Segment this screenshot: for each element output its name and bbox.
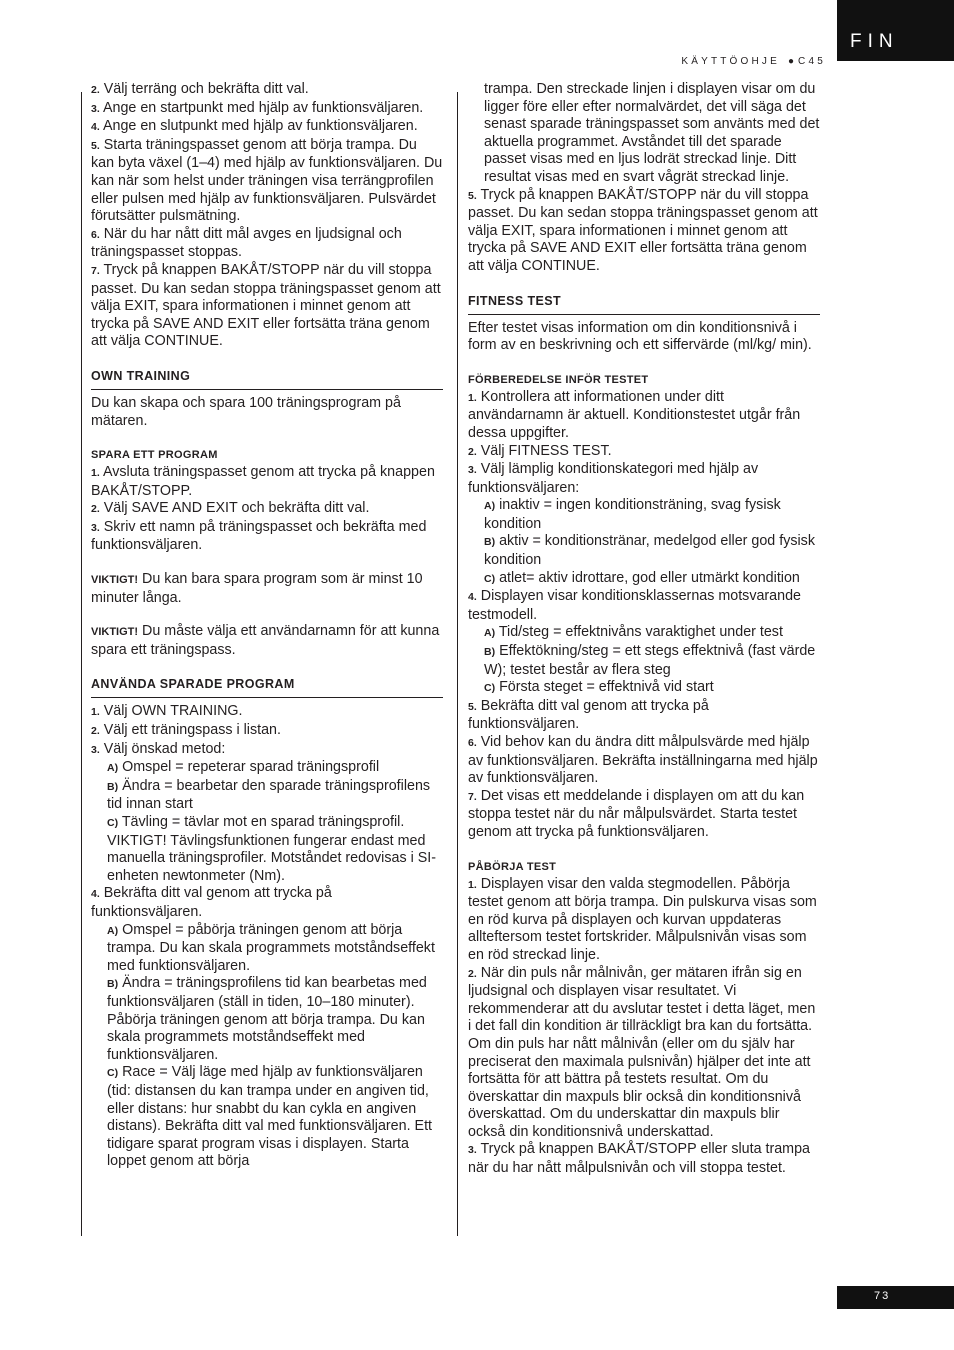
list-item: 1. Avsluta träningspasset genom att trycka på knappen BAKÅT/STOPP. (91, 464, 435, 499)
sub-option: B) Ändra = träningsprofilens tid kan bearbetas med funktionsväljaren (ställ in tiden, 10–180 minuter). Påbörja träningen genom att börja trampa. Du kan skala programmets motståndseffekt med funktionsväljaren. (107, 975, 427, 1063)
language-tab (837, 0, 954, 61)
sub-option: B) Ändra = bearbetar den sparade träningsprofilens tid innan start (107, 777, 431, 813)
list-item: 5. Bekräfta ditt val genom att trycka på funktionsväljaren. (468, 697, 709, 733)
list-item: 3. Välj önskad metod: (91, 740, 226, 757)
list-item: 3. Tryck på knappen BAKÅT/STOPP eller sluta trampa när du har nått målpulsnivån och vill stoppa testet. (468, 1141, 810, 1177)
subheading-forberedelse: FÖRBEREDELSE INFÖR TESTET (468, 373, 649, 386)
list-item: 7. Det visas ett meddelande i displayen om att du kan stoppa testet när du når målpulsvärdet. Starta testet genom att trycka på funktionsväljaren. (468, 787, 805, 840)
right-column (468, 81, 820, 1178)
subheading-spara: SPARA ETT PROGRAM (91, 449, 218, 462)
list-item: 4. Displayen visar konditionsklassernas motsvarande testmodell. (468, 588, 801, 623)
list-item: 1. Välj OWN TRAINING. (91, 703, 243, 720)
sub-option: A) inaktiv = ingen konditionsträning, svag fysisk kondition (484, 497, 781, 532)
list-item: 1. Kontrollera att informationen under ditt användarnamn är aktuell. Konditionstestet utgår från dessa uppgifter. (468, 388, 801, 441)
running-header (681, 55, 826, 69)
list-item: 6. När du har nått ditt mål avges en ljudsignal och träningspasset stoppas. (91, 225, 402, 261)
list-item: 4. Ange en slutpunkt med hjälp av funktionsväljaren. (91, 118, 418, 135)
list-item: 1. Displayen visar den valda stegmodellen. Påbörja testet genom att börja trampa. Din pulskurva visas som en röd kurva på displayen och kurvan uppdateras allteftersom testet fortskrider. Målpulsnivån visas som en röd streckad linje. (468, 875, 817, 963)
sub-option: C) Race = Välj läge med hjälp av funktionsväljaren (tid: distansen du kan trampa under en angiven tid, eller distans: hur snabbt du kan cykla en angiven distans). Bekräfta ditt val med funktionsväljaren. Ett tidigare sparat program visas i displayen. Starta loppet genom att börja (107, 1064, 433, 1170)
section-intro: Du kan skapa och spara 100 träningsprogram på mätaren. (91, 394, 401, 429)
subheading-paborja: PÅBÖRJA TEST (468, 860, 557, 873)
sub-option: A) Omspel = repeterar sparad träningsprofil (107, 759, 380, 776)
list-item: 4. Bekräfta ditt val genom att trycka på funktionsväljaren. (91, 885, 332, 920)
model-name: C45 (798, 56, 826, 67)
list-item: 2. Välj SAVE AND EXIT och bekräfta ditt val. (91, 500, 370, 517)
section-heading-anvanda: ANVÄNDA SPARADE PROGRAM (91, 676, 443, 698)
list-item: 2. När din puls når målnivån, ger mätaren ifrån sig en ljudsignal och displayen visar resultatet. Vi rekommenderar att du avslutar testet i detta läget, men i det fall din kondition är tillräckligt bra kan du fortsätta. Om din puls har nått målnivån (eller om du själv har preciserat den maximala pulsnivån) hjälper det inte att fortsätta för att bättra på testets resultat. Om du överskattar din maxpuls blir också din konditionsnivå överskattad. Om du underskattar din maxpuls blir också din konditionsnivå underskattad. (468, 964, 816, 1140)
warning-note: VIKTIGT! Du måste välja ett användarnamn för att kunna spara ett träningspass. (91, 623, 440, 658)
left-column (91, 81, 443, 1171)
list-item: 5. Starta träningspasset genom att börja trampa. Du kan byta växel (1–4) med hjälp av funktionsväljaren. Du kan när som helst under träningen visa terrängprofilen eller pulsen med hjälp av funktionsväljaren. Pulsvärdet förutsätter pulsmätning. (91, 136, 443, 225)
list-item: 5. Tryck på knappen BAKÅT/STOPP när du vill stoppa passet. Du kan sedan stoppa träningspasset genom att välja EXIT, spara informationen i minnet genom att trycka på SAVE AND EXIT eller fortsätta träna genom att välja CONTINUE. (468, 186, 818, 274)
list-item: 2. Välj terräng och bekräfta ditt val. (91, 81, 309, 97)
language-code: FIN (850, 31, 899, 52)
sub-option: B) Effektökning/steg = ett stegs effektnivå (fast värde W); testet består av flera steg (484, 643, 816, 678)
sub-option: C) atlet= aktiv idrottare, god eller utmärkt kondition (484, 569, 800, 586)
right-column-rule (457, 92, 458, 1236)
sub-option: B) aktiv = konditionstränar, medelgod eller god fysisk kondition (484, 533, 815, 569)
list-item: 3. Skriv ett namn på träningspasset och bekräfta med funktionsväljaren. (91, 518, 427, 554)
page-number: 73 (874, 1290, 891, 1302)
sub-option: A) Tid/steg = effektnivåns varaktighet under test (484, 624, 783, 641)
list-item: 2. Välj FITNESS TEST. (468, 442, 612, 459)
left-column-rule (81, 92, 82, 1236)
list-item: 3. Välj lämplig konditionskategori med hjälp av funktionsväljaren: (468, 461, 759, 496)
warning-note: VIKTIGT! Du kan bara spara program som är minst 10 minuter långa. (91, 571, 423, 606)
list-item: 6. Vid behov kan du ändra ditt målpulsvärde med hjälp av funktionsväljaren. Bekräfta inställningarna med hjälp av funktionsväljaren. (468, 734, 818, 787)
page-number-box (837, 1286, 954, 1309)
section-heading-own-training: OWN TRAINING (91, 368, 443, 390)
list-item: 3. Ange en startpunkt med hjälp av funktionsväljaren. (91, 99, 424, 116)
list-item: 2. Välj ett träningspass i listan. (91, 722, 281, 739)
document-title: KÄYTTÖOHJE (681, 56, 781, 67)
section-intro: Efter testet visas information om din konditionsnivå i form av en beskrivning och ett siffervärde (ml/kg/ min). (468, 319, 812, 354)
sub-option: A) Omspel = påbörja träningen genom att börja trampa. Du kan skala programmets motståndseffekt med funktionsväljaren. (107, 921, 435, 974)
sub-option: C) Tävling = tävlar mot en sparad träningsprofil. VIKTIGT! Tävlingsfunktionen fungerar endast med manuella träningsprofiler. Motståndet redovisas i SI-enheten newtonmeter (Nm). (107, 814, 436, 884)
sub-option: C) Första steget = effektnivå vid start (484, 679, 714, 696)
list-item: 7. Tryck på knappen BAKÅT/STOPP när du vill stoppa passet. Du kan sedan stoppa träningspasset genom att välja EXIT, spara informationen i minnet genom att trycka på SAVE AND EXIT eller fortsätta träna genom att välja CONTINUE. (91, 261, 441, 350)
continued-text: trampa. Den streckade linjen i displayen visar om du ligger före eller efter normalvärdet, det vill säga det senast sparade träningspasset som använts med det aktuella programmet. Avståndet till det sparade passet visas med en ljus lodrät streckad linje. Ditt resultat visas med en svart vågrät streckad linje. (484, 81, 820, 185)
bullet-separator: ● (788, 56, 795, 67)
warning-label: VIKTIGT! (91, 574, 139, 587)
section-heading-fitness-test: FITNESS TEST (468, 293, 820, 315)
warning-label: VIKTIGT! (91, 626, 139, 639)
